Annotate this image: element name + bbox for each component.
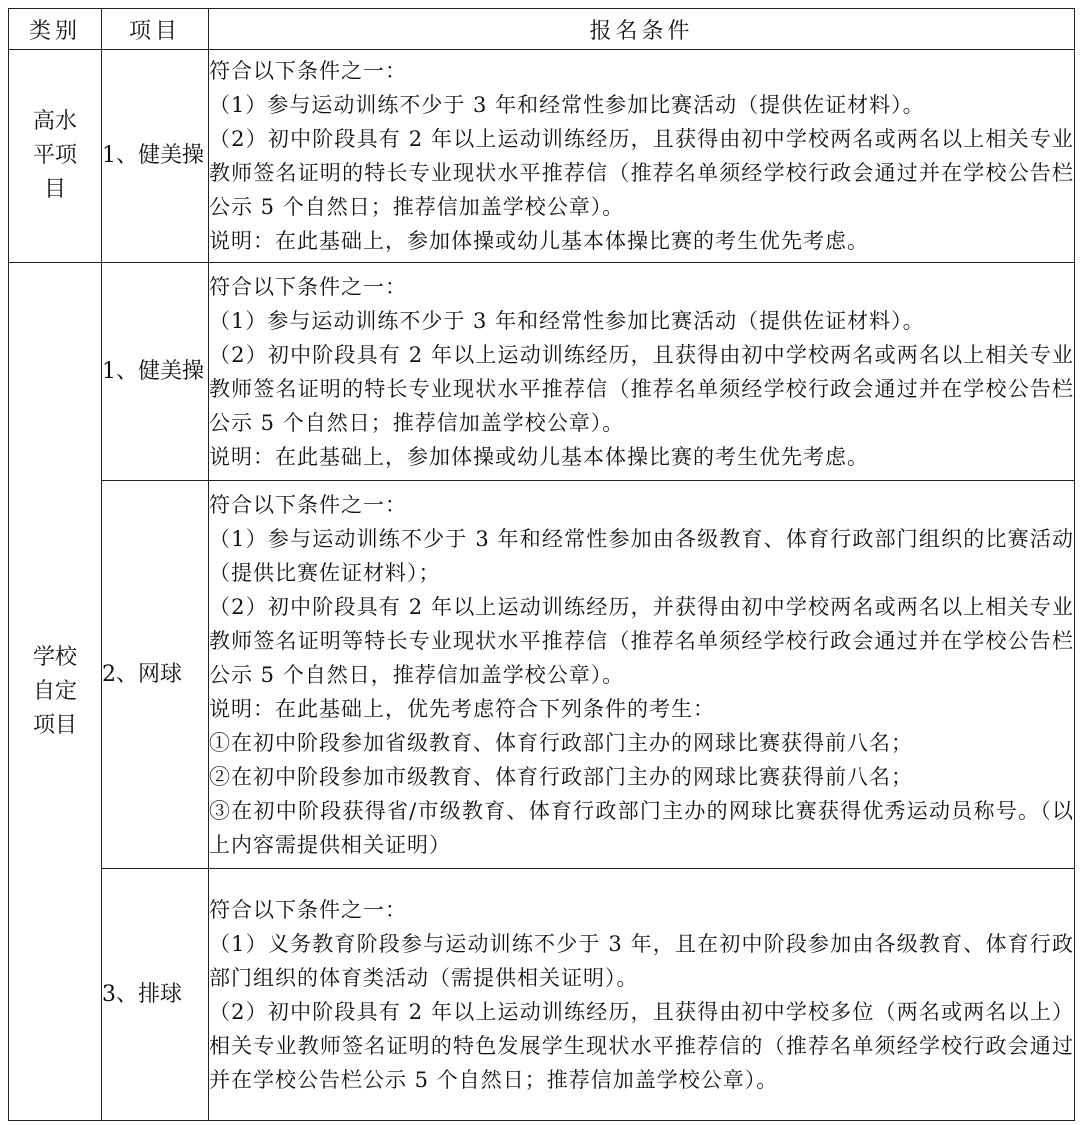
table-row — [9, 263, 1075, 481]
condition-line: （2）初中阶段具有 2 年以上运动训练经历，且获得由初中学校两名或两名以上相关专业教师签名证明的特长专业现状水平推荐信（推荐名单须经学校行政会通过并在学校公告栏公示 5 个自然日；推荐信加盖学校公章）。 — [209, 127, 1074, 219]
requirements-table — [8, 8, 1075, 1121]
condition-line: ②在初中阶段参加市级教育、体育行政部门主办的网球比赛获得前八名； — [209, 764, 913, 789]
project-cell — [102, 869, 209, 1121]
conditions-cell — [209, 869, 1075, 1121]
condition-line: ①在初中阶段参加省级教育、体育行政部门主办的网球比赛获得前八名； — [209, 730, 913, 755]
condition-line: （2）初中阶段具有 2 年以上运动训练经历，且获得由初中学校多位（两名或两名以上）相关专业教师签名证明的特色发展学生现状水平推荐信的（推荐名单须经学校行政会通过并在学校公告栏公示 5 个自然日；推荐信加盖学校公章）。 — [209, 999, 1074, 1092]
project-cell — [102, 50, 209, 263]
table-row — [9, 869, 1075, 1121]
project-label: 1、健美操 — [102, 143, 204, 168]
project-label: 1、健美操 — [102, 358, 204, 384]
condition-line: （2）初中阶段具有 2 年以上运动训练经历，并获得由初中学校两名或两名以上相关专业教师签名证明等特长专业现状水平推荐信（推荐名单须经学校行政会通过并在学校公告栏公示 5 个自然日，推荐信加盖学校公章）。 — [209, 594, 1074, 687]
project-cell — [102, 263, 209, 481]
category-cell — [9, 50, 102, 263]
category-cell — [9, 263, 102, 1121]
category-label: 学校自定项目 — [32, 644, 77, 738]
condition-line: （1）参与运动训练不少于 3 年和经常性参加比赛活动（提供佐证材料）。 — [209, 308, 925, 333]
condition-line: ③在初中阶段获得省/市级教育、体育行政部门主办的网球比赛获得优秀运动员称号。（以上内容需提供相关证明） — [209, 798, 1074, 857]
condition-line: 符合以下条件之一： — [209, 897, 407, 922]
project-label: 2、网球 — [102, 661, 182, 687]
condition-line: （1）参与运动训练不少于 3 年和经常性参加比赛活动（提供佐证材料）。 — [209, 93, 925, 117]
header-category: 类别 — [9, 9, 102, 50]
condition-line: （1）参与运动训练不少于 3 年和经常性参加由各级教育、体育行政部门组织的比赛活动（提供比赛佐证材料）； — [209, 526, 1074, 585]
conditions-cell — [209, 263, 1075, 481]
condition-line: 符合以下条件之一： — [209, 274, 407, 299]
header-conditions: 报名条件 — [209, 9, 1075, 50]
condition-line: 符合以下条件之一： — [209, 59, 407, 83]
condition-line: 说明：在此基础上，参加体操或幼儿基本体操比赛的考生优先考虑。 — [209, 229, 869, 253]
table-row — [9, 481, 1075, 869]
project-cell — [102, 481, 209, 869]
project-label: 3、排球 — [102, 981, 182, 1007]
condition-line: （1）义务教育阶段参与运动训练不少于 3 年，且在初中阶段参加由各级教育、体育行政部门组织的体育类活动（需提供相关证明）。 — [209, 931, 1074, 990]
conditions-cell — [209, 481, 1075, 869]
conditions-cell — [209, 50, 1075, 263]
header-project: 项目 — [102, 9, 209, 50]
category-label: 高水平项目 — [32, 109, 77, 202]
header-row — [9, 9, 1075, 50]
condition-line: （2）初中阶段具有 2 年以上运动训练经历，且获得由初中学校两名或两名以上相关专业教师签名证明的特长专业现状水平推荐信（推荐名单须经学校行政会通过并在学校公告栏公示 5 个自然日；推荐信加盖学校公章）。 — [209, 342, 1074, 435]
condition-line: 符合以下条件之一： — [209, 492, 407, 517]
condition-line: 说明：在此基础上，参加体操或幼儿基本体操比赛的考生优先考虑。 — [209, 444, 869, 469]
condition-line: 说明：在此基础上，优先考虑符合下列条件的考生： — [209, 696, 715, 721]
table-row — [9, 50, 1075, 263]
